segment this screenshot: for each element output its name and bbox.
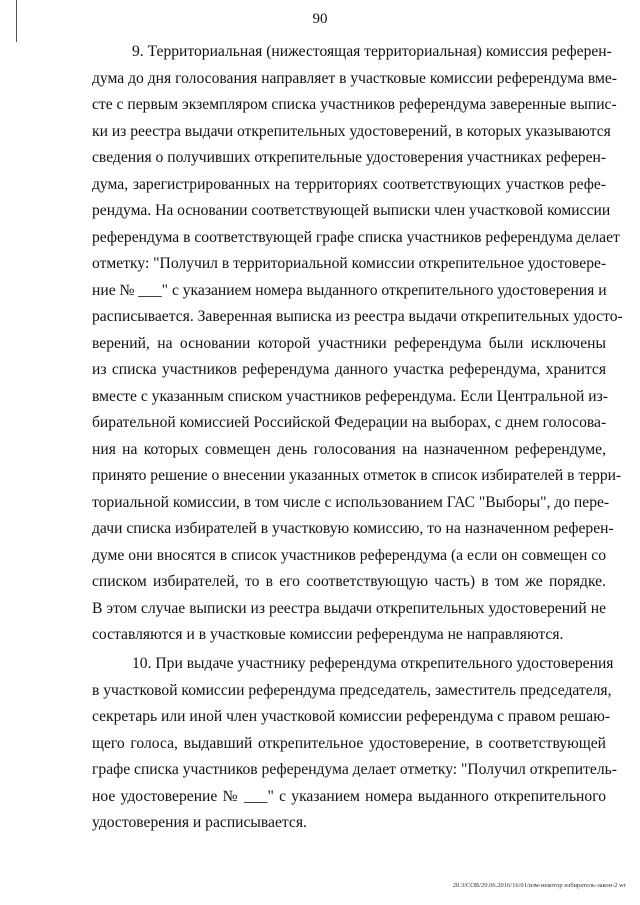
paragraph-line: 9. Территориальная (нижестоящая территориальная) комиссия референ-	[132, 43, 612, 60]
paragraph-line: верений, на основании которой участники референдума были исключены	[92, 334, 606, 352]
paragraph-line: составляются и в участковые комиссии референдума не направляются.	[92, 626, 564, 643]
paragraph-line: удостоверения и расписывается.	[92, 814, 307, 831]
paragraph-line: сведения о получивших открепительные удостоверения участниках референ-	[92, 149, 607, 166]
paragraph-line: принято решение о внесении указанных отметок в список избирателей в терри-	[92, 467, 622, 484]
paragraph-line: думе они вносятся в список участников референдума (а если он совмещен со	[92, 546, 606, 564]
paragraph-line: отметку: "Получил в территориальной комиссии открепительное удостовере-	[92, 255, 607, 272]
paragraph-line: ния на которых совмещен день голосования на назначенном референдуме,	[92, 440, 606, 458]
paragraph-line: дума до дня голосования направляет в участковые комиссии референдума вме-	[92, 69, 617, 87]
paragraph-line: референдума в соответствующей графе списка участников референдума делает	[92, 228, 620, 246]
paragraph-line: из списка участников референдума данного участка референдума, хранится	[92, 361, 606, 378]
footer-stamp: 20.3/СОВ/29.06.2016/16:01/изм-некотор избиратель-закон-2 wr	[452, 882, 626, 889]
paragraph-line: в участковой комиссии референдума председатель, заместитель председателя,	[92, 681, 612, 699]
paragraph-line: рендума. На основании соответствующей выписки член участковой комиссии	[92, 202, 611, 219]
paragraph-line: ное удостоверение № ___" с указанием номера выданного открепительного	[92, 787, 606, 805]
paragraph-line: списком избирателей, то в его соответствующую часть) в том же порядке.	[92, 573, 606, 590]
paragraph-line: ние № ___" с указанием номера выданного открепительного удостоверения и	[92, 281, 607, 299]
paragraph-line: В этом случае выписки из реестра выдачи открепительных удостоверений не	[92, 599, 606, 617]
paragraph-line: расписывается. Заверенная выписка из реестра выдачи открепительных удосто-	[92, 308, 623, 325]
paragraph-line: ториальной комиссии, в том числе с использованием ГАС "Выборы", до пере-	[92, 493, 610, 511]
paragraph-line: секретарь или иной член участковой комиссии референдума с правом решаю-	[92, 708, 611, 725]
paragraph-line: дума, зарегистрированных на территориях соответствующих участков рефе-	[92, 175, 606, 193]
paragraph-line: щего голоса, выдавший открепительное удостоверение, в соответствующей	[92, 734, 606, 752]
paragraph-line: графе списка участников референдума делает отметку: "Получил открепитель-	[92, 761, 617, 778]
paragraph-line: бирательной комиссией Российской Федерации на выборах, с днем голосова-	[92, 414, 607, 431]
paragraph-line: дачи списка избирателей в участковую комиссию, то на назначенном референ-	[92, 520, 614, 537]
paragraph-line: сте с первым экземпляром списка участников референдума заверенные выпис-	[92, 96, 617, 113]
page-number: 90	[312, 11, 328, 27]
paragraph-line: вместе с указанным списком участников референдума. Если Центральной из-	[92, 387, 608, 405]
paragraph-line: ки из реестра выдачи открепительных удостоверений, в которых указываются	[92, 122, 611, 140]
paragraph-line: 10. При выдаче участнику референдума открепительного удостоверения	[132, 655, 614, 672]
